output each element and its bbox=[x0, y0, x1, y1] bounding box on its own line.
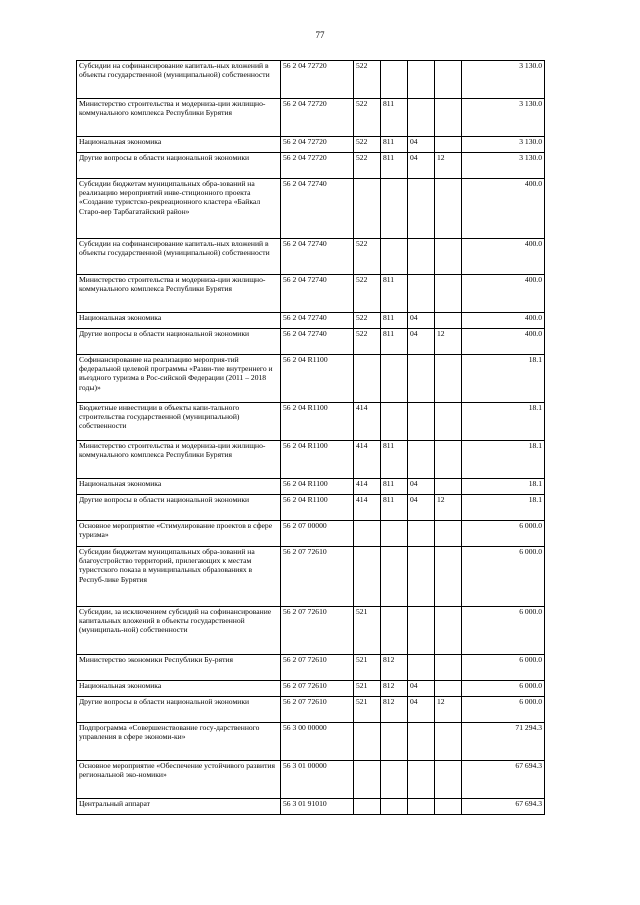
row-pr-cell bbox=[435, 681, 462, 697]
row-vr-cell: 521 bbox=[354, 607, 381, 655]
row-amount-cell: 6 000.0 bbox=[462, 681, 545, 697]
row-gr-cell bbox=[381, 355, 408, 403]
table-row bbox=[77, 681, 545, 697]
table-row bbox=[77, 723, 545, 761]
row-name-cell: Субсидии бюджетам муниципальных обра-зований на реализацию мероприятий инве-стиционного проекта «Создание туристско-рекреационного кластера «Байкал Старо-вер Тарбагатайский район» bbox=[77, 179, 281, 239]
table-row bbox=[77, 239, 545, 275]
row-amount-cell: 67 694.3 bbox=[462, 799, 545, 815]
row-amount-cell: 400.0 bbox=[462, 275, 545, 313]
row-amount-cell: 400.0 bbox=[462, 313, 545, 329]
row-gr-cell: 811 bbox=[381, 137, 408, 153]
row-name-cell: Основное мероприятие «Обеспечение устойчивого развития региональной эко-номики» bbox=[77, 761, 281, 799]
row-rz-cell bbox=[408, 99, 435, 137]
row-code-cell: 56 2 04 72720 bbox=[281, 137, 354, 153]
row-name-cell: Национальная экономика bbox=[77, 681, 281, 697]
row-name-cell: Другие вопросы в области национальной экономики bbox=[77, 495, 281, 521]
row-gr-cell bbox=[381, 547, 408, 607]
row-gr-cell: 812 bbox=[381, 697, 408, 723]
row-code-cell: 56 2 04 R1100 bbox=[281, 403, 354, 441]
table-row bbox=[77, 403, 545, 441]
row-rz-cell bbox=[408, 761, 435, 799]
row-gr-cell: 811 bbox=[381, 329, 408, 355]
row-rz-cell bbox=[408, 275, 435, 313]
row-code-cell: 56 2 04 72740 bbox=[281, 329, 354, 355]
row-rz-cell: 04 bbox=[408, 313, 435, 329]
row-code-cell: 56 3 00 00000 bbox=[281, 723, 354, 761]
row-code-cell: 56 2 04 72740 bbox=[281, 313, 354, 329]
row-code-cell: 56 2 04 72720 bbox=[281, 99, 354, 137]
row-vr-cell: 522 bbox=[354, 99, 381, 137]
table-row bbox=[77, 179, 545, 239]
row-pr-cell bbox=[435, 275, 462, 313]
row-rz-cell bbox=[408, 723, 435, 761]
row-name-cell: Министерство экономики Республики Бу-рятия bbox=[77, 655, 281, 681]
row-gr-cell bbox=[381, 799, 408, 815]
row-vr-cell: 414 bbox=[354, 495, 381, 521]
row-rz-cell: 04 bbox=[408, 137, 435, 153]
row-name-cell: Субсидии на софинансирование капиталь-ных вложений в объекты государственной (муниципальной) собственности bbox=[77, 61, 281, 99]
row-rz-cell bbox=[408, 239, 435, 275]
row-amount-cell: 3 130.0 bbox=[462, 61, 545, 99]
row-gr-cell bbox=[381, 239, 408, 275]
table-row bbox=[77, 137, 545, 153]
row-name-cell: Основное мероприятие «Стимулирование проектов в сфере туризма» bbox=[77, 521, 281, 547]
row-code-cell: 56 2 07 72610 bbox=[281, 681, 354, 697]
row-name-cell: Министерство строительства и модерниза-ции жилищно-коммунального комплекса Республики Бурятия bbox=[77, 441, 281, 479]
row-amount-cell: 3 130.0 bbox=[462, 153, 545, 179]
row-code-cell: 56 3 01 00000 bbox=[281, 761, 354, 799]
row-code-cell: 56 2 04 R1100 bbox=[281, 441, 354, 479]
row-name-cell: Субсидии бюджетам муниципальных обра-зований на благоустройство территорий, прилегающих к местам туристского показа в муниципальных образованиях в Респуб-лике Бурятия bbox=[77, 547, 281, 607]
row-gr-cell: 811 bbox=[381, 479, 408, 495]
table-row bbox=[77, 761, 545, 799]
row-vr-cell bbox=[354, 723, 381, 761]
table-row bbox=[77, 799, 545, 815]
row-amount-cell: 6 000.0 bbox=[462, 697, 545, 723]
row-pr-cell bbox=[435, 547, 462, 607]
table-row bbox=[77, 99, 545, 137]
row-name-cell: Субсидии, за исключением субсидий на софинансирование капитальных вложений в объекты государственной (муниципаль-ной) собственности bbox=[77, 607, 281, 655]
row-name-cell: Министерство строительства и модерниза-ции жилищно-коммунального комплекса Республики Бурятия bbox=[77, 275, 281, 313]
row-vr-cell: 522 bbox=[354, 153, 381, 179]
row-rz-cell bbox=[408, 607, 435, 655]
row-code-cell: 56 2 07 72610 bbox=[281, 697, 354, 723]
row-gr-cell: 811 bbox=[381, 153, 408, 179]
row-rz-cell bbox=[408, 547, 435, 607]
row-name-cell: Другие вопросы в области национальной экономики bbox=[77, 329, 281, 355]
row-amount-cell: 18.1 bbox=[462, 441, 545, 479]
row-rz-cell bbox=[408, 799, 435, 815]
row-vr-cell bbox=[354, 799, 381, 815]
table-row bbox=[77, 697, 545, 723]
row-amount-cell: 18.1 bbox=[462, 355, 545, 403]
row-rz-cell: 04 bbox=[408, 153, 435, 179]
row-name-cell: Национальная экономика bbox=[77, 313, 281, 329]
row-name-cell: Софинансирование на реализацию мероприя-тий федеральной целевой программы «Разви-тие внутреннего и въездного туризма в Рос-сийской Федерации (2011 – 2018 годы)» bbox=[77, 355, 281, 403]
row-pr-cell bbox=[435, 521, 462, 547]
row-rz-cell bbox=[408, 441, 435, 479]
row-code-cell: 56 2 04 72720 bbox=[281, 61, 354, 99]
row-gr-cell: 811 bbox=[381, 99, 408, 137]
row-rz-cell bbox=[408, 655, 435, 681]
row-gr-cell: 811 bbox=[381, 313, 408, 329]
row-name-cell: Субсидии на софинансирование капиталь-ных вложений в объекты государственной (муниципальной) собственности bbox=[77, 239, 281, 275]
table-row bbox=[77, 495, 545, 521]
row-vr-cell bbox=[354, 547, 381, 607]
row-vr-cell bbox=[354, 521, 381, 547]
row-amount-cell: 400.0 bbox=[462, 329, 545, 355]
row-code-cell: 56 2 04 72740 bbox=[281, 275, 354, 313]
row-rz-cell: 04 bbox=[408, 697, 435, 723]
row-gr-cell bbox=[381, 723, 408, 761]
row-rz-cell: 04 bbox=[408, 479, 435, 495]
row-rz-cell bbox=[408, 179, 435, 239]
row-amount-cell: 71 294.3 bbox=[462, 723, 545, 761]
row-rz-cell: 04 bbox=[408, 495, 435, 521]
row-amount-cell: 6 000.0 bbox=[462, 655, 545, 681]
row-gr-cell bbox=[381, 761, 408, 799]
row-pr-cell bbox=[435, 723, 462, 761]
table-row bbox=[77, 313, 545, 329]
row-pr-cell bbox=[435, 61, 462, 99]
row-pr-cell: 12 bbox=[435, 153, 462, 179]
row-amount-cell: 6 000.0 bbox=[462, 547, 545, 607]
row-amount-cell: 3 130.0 bbox=[462, 99, 545, 137]
row-gr-cell bbox=[381, 521, 408, 547]
row-amount-cell: 3 130.0 bbox=[462, 137, 545, 153]
row-rz-cell bbox=[408, 61, 435, 99]
row-gr-cell bbox=[381, 607, 408, 655]
row-gr-cell bbox=[381, 179, 408, 239]
row-vr-cell: 521 bbox=[354, 681, 381, 697]
row-vr-cell: 414 bbox=[354, 403, 381, 441]
table-row bbox=[77, 329, 545, 355]
row-name-cell: Другие вопросы в области национальной экономики bbox=[77, 697, 281, 723]
row-vr-cell: 521 bbox=[354, 655, 381, 681]
row-name-cell: Бюджетные инвестиции в объекты капи-тального строительства государственной (муниципальной) собственности bbox=[77, 403, 281, 441]
row-amount-cell: 6 000.0 bbox=[462, 607, 545, 655]
row-vr-cell: 521 bbox=[354, 697, 381, 723]
row-rz-cell: 04 bbox=[408, 329, 435, 355]
row-code-cell: 56 2 04 R1100 bbox=[281, 355, 354, 403]
table-row bbox=[77, 61, 545, 99]
table-row bbox=[77, 153, 545, 179]
row-pr-cell: 12 bbox=[435, 697, 462, 723]
row-pr-cell bbox=[435, 655, 462, 681]
row-vr-cell: 522 bbox=[354, 61, 381, 99]
row-vr-cell: 522 bbox=[354, 329, 381, 355]
row-gr-cell: 811 bbox=[381, 495, 408, 521]
row-pr-cell bbox=[435, 799, 462, 815]
row-gr-cell: 811 bbox=[381, 275, 408, 313]
row-name-cell: Национальная экономика bbox=[77, 479, 281, 495]
row-amount-cell: 18.1 bbox=[462, 495, 545, 521]
row-pr-cell bbox=[435, 179, 462, 239]
row-vr-cell bbox=[354, 761, 381, 799]
row-vr-cell bbox=[354, 179, 381, 239]
row-name-cell: Центральный аппарат bbox=[77, 799, 281, 815]
budget-table-body bbox=[77, 61, 545, 815]
row-code-cell: 56 2 04 R1100 bbox=[281, 495, 354, 521]
row-pr-cell bbox=[435, 479, 462, 495]
row-vr-cell: 414 bbox=[354, 441, 381, 479]
row-amount-cell: 400.0 bbox=[462, 179, 545, 239]
table-row bbox=[77, 521, 545, 547]
row-amount-cell: 6 000.0 bbox=[462, 521, 545, 547]
row-code-cell: 56 2 04 72740 bbox=[281, 239, 354, 275]
table-row bbox=[77, 607, 545, 655]
row-name-cell: Другие вопросы в области национальной экономики bbox=[77, 153, 281, 179]
row-code-cell: 56 2 04 R1100 bbox=[281, 479, 354, 495]
row-pr-cell bbox=[435, 761, 462, 799]
row-pr-cell bbox=[435, 137, 462, 153]
row-rz-cell bbox=[408, 403, 435, 441]
row-pr-cell bbox=[435, 99, 462, 137]
table-row bbox=[77, 547, 545, 607]
row-pr-cell: 12 bbox=[435, 329, 462, 355]
row-pr-cell bbox=[435, 403, 462, 441]
row-amount-cell: 18.1 bbox=[462, 403, 545, 441]
row-pr-cell bbox=[435, 607, 462, 655]
row-vr-cell: 522 bbox=[354, 275, 381, 313]
row-code-cell: 56 2 07 72610 bbox=[281, 607, 354, 655]
table-row bbox=[77, 441, 545, 479]
row-code-cell: 56 2 04 72740 bbox=[281, 179, 354, 239]
row-pr-cell bbox=[435, 313, 462, 329]
row-pr-cell bbox=[435, 441, 462, 479]
row-vr-cell bbox=[354, 355, 381, 403]
row-amount-cell: 400.0 bbox=[462, 239, 545, 275]
table-row bbox=[77, 479, 545, 495]
row-code-cell: 56 2 07 00000 bbox=[281, 521, 354, 547]
row-name-cell: Министерство строительства и модерниза-ции жилищно-коммунального комплекса Республики Бурятия bbox=[77, 99, 281, 137]
row-name-cell: Подпрограмма «Совершенствование госу-дарственного управления в сфере экономи-ки» bbox=[77, 723, 281, 761]
row-vr-cell: 522 bbox=[354, 313, 381, 329]
row-gr-cell: 812 bbox=[381, 655, 408, 681]
row-rz-cell bbox=[408, 355, 435, 403]
row-gr-cell: 812 bbox=[381, 681, 408, 697]
row-pr-cell bbox=[435, 239, 462, 275]
row-vr-cell: 522 bbox=[354, 137, 381, 153]
row-code-cell: 56 3 01 91010 bbox=[281, 799, 354, 815]
row-code-cell: 56 2 04 72720 bbox=[281, 153, 354, 179]
budget-table bbox=[76, 60, 545, 815]
table-row bbox=[77, 655, 545, 681]
row-vr-cell: 522 bbox=[354, 239, 381, 275]
row-code-cell: 56 2 07 72610 bbox=[281, 547, 354, 607]
row-vr-cell: 414 bbox=[354, 479, 381, 495]
row-pr-cell bbox=[435, 355, 462, 403]
row-rz-cell bbox=[408, 521, 435, 547]
row-code-cell: 56 2 07 72610 bbox=[281, 655, 354, 681]
row-gr-cell bbox=[381, 403, 408, 441]
table-row bbox=[77, 355, 545, 403]
page-number: 77 bbox=[315, 30, 325, 40]
row-amount-cell: 18.1 bbox=[462, 479, 545, 495]
row-name-cell: Национальная экономика bbox=[77, 137, 281, 153]
table-row bbox=[77, 275, 545, 313]
row-gr-cell bbox=[381, 61, 408, 99]
row-rz-cell: 04 bbox=[408, 681, 435, 697]
row-gr-cell: 811 bbox=[381, 441, 408, 479]
row-amount-cell: 67 694.3 bbox=[462, 761, 545, 799]
row-pr-cell: 12 bbox=[435, 495, 462, 521]
